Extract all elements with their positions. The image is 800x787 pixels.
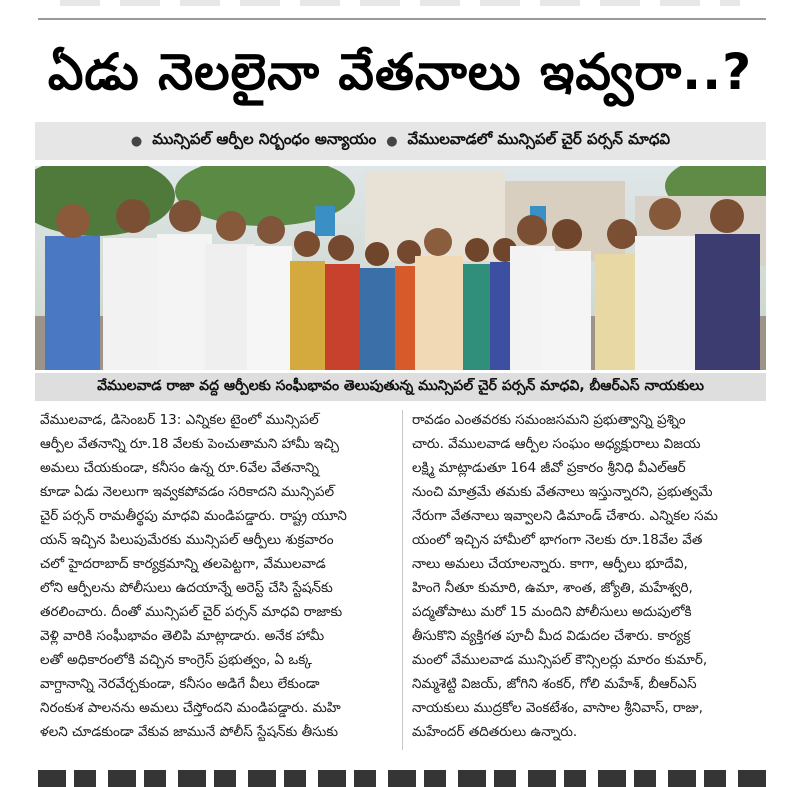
- bullet-icon: ●: [130, 133, 143, 149]
- previous-article-fragment: [60, 0, 740, 6]
- body-line: తరలించారు. దీంతో మున్సిపల్ చైర్ పర్సన్ మాధవి రాజాకు: [40, 604, 343, 620]
- subhead-2: వేములవాడలో మున్సిపల్ చైర్ పర్సన్ మాధవి: [407, 130, 671, 148]
- body-line: వాగ్దానాన్ని నెరవేర్చకుండా, కనీసం అడిగే వీలు లేకుండా: [40, 676, 320, 692]
- body-line: ఆర్పీల వేతనాన్ని రూ.18 వేలకు పెంచుతామని హామీ ఇచ్చి: [40, 436, 339, 452]
- body-line: చైర్ పర్సన్ రామతీర్థపు మాధవి మండిపడ్డారు. రాష్ట్ర యూని: [40, 508, 347, 524]
- body-line: మంలో వేములవాడ మున్సిపల్ కౌన్సిలర్లు మారం కుమార్,: [412, 652, 708, 668]
- bullet-icon: ●: [386, 133, 398, 149]
- body-line: లక్ష్మి మాట్లాడుతూ 164 జీవో ప్రకారం శ్రీనిధి వీఎల్ఆర్: [412, 460, 686, 476]
- body-line: నుంచి మాత్రమే తమకు వేతనాలు ఇస్తున్నారని, ప్రభుత్వమే: [412, 484, 713, 500]
- article-body-left-column: [40, 408, 396, 744]
- body-line: లోని ఆర్పీలను పోలీసులు ఉదయాన్నే అరెస్ట్ చేసి స్టేషన్‌కు: [40, 580, 333, 596]
- subhead-bar: [35, 122, 766, 160]
- body-line: యన్ ఇచ్చిన పిలుపుమేరకు మున్సిపల్ ఆర్పీలు శుక్రవారం: [40, 532, 334, 548]
- body-line: వేములవాడ, డిసెంబర్ 13: ఎన్నికల టైంలో మున్సిపల్: [40, 412, 319, 428]
- body-line: చలో హైదరాబాద్ కార్యక్రమాన్ని తలపెట్టగా, వేములవాడ: [40, 556, 326, 572]
- body-line: హింగె నీతూ కుమారి, ఉమా, శాంత, జ్యోతి, మహేశ్వరి,: [412, 580, 693, 596]
- news-photo: [35, 166, 766, 370]
- body-line: మహేందర్ తదితరులు ఉన్నారు.: [412, 724, 578, 740]
- body-line: అమలు చేయకుండా, కనీసం ఉన్న రూ.6వేల వేతనాన్ని: [40, 460, 319, 476]
- subhead-1: మున్సిపల్ ఆర్పీల నిర్బంధం అన్యాయం: [152, 130, 377, 148]
- top-divider: [38, 18, 766, 20]
- body-line: నిమ్మశెట్టి విజయ్, జోగిని శంకర్, గోలి మహేశ్, బీఆర్ఎస్: [412, 676, 697, 692]
- body-line: రావడం ఎంతవరకు సమంజసమని ప్రభుత్వాన్ని ప్రశ్నిం: [412, 412, 686, 428]
- column-divider: [402, 410, 403, 750]
- article-body-right-column: [412, 408, 768, 744]
- article-headline: ఏడు నెలలైనా వేతనాలు ఇవ్వరా..?: [47, 43, 753, 101]
- body-line: నాలు అమలు చేయాలన్నారు. కాగా, ఆర్పీలు భూదేవి,: [412, 556, 688, 572]
- body-line: ళలని చూడకుండా వేకువ జామునే పోలీస్ స్టేషన్‌కు తీసుకు: [40, 724, 338, 740]
- body-line: వెళ్లి వారికి సంఘీభావం తెలిపి మాట్లాడారు. అనేక హామీ: [40, 628, 325, 644]
- body-line: నాయకులు ముద్రకోల వెంకటేశం, వాసాల శ్రీనివాస్, రాజు,: [412, 700, 703, 716]
- body-line: యంలో ఇచ్చిన హామీలో భాగంగా నెలకు రూ.18వేల వేత: [412, 532, 703, 548]
- photo-caption: వేములవాడ రాజా వద్ద ఆర్పీలకు సంఘీభావం తెలుపుతున్న మున్సిపల్ చైర్ పర్సన్ మాధవి, బీఆర్ఎస్ నాయకులు: [35, 373, 766, 401]
- body-line: తీసుకొని వ్యక్తిగత పూచీ మీద విడుదల చేశారు. కార్యక్ర: [412, 628, 691, 644]
- next-article-headline-fragment: [38, 770, 768, 787]
- body-line: లతో అధికారంలోకి వచ్చిన కాంగ్రెస్ ప్రభుత్వం, ఏ ఒక్క: [40, 652, 312, 668]
- body-line: నేరుగా వేతనాలు ఇవ్వాలని డిమాండ్ చేశారు. ఎన్నికల సమ: [412, 508, 718, 524]
- body-line: కూడా ఏడు నెలలుగా ఇవ్వకపోవడం సరికాదని మున్సిపల్: [40, 484, 335, 500]
- body-line: నిరంకుశ పాలనను అమలు చేస్తోందని మండిపడ్డారు. మహి: [40, 700, 341, 716]
- body-line: పద్మతోపాటు మరో 15 మందిని పోలీసులు అదుపులోకి: [412, 604, 692, 620]
- body-line: చారు. వేములవాడ ఆర్పీల సంఘం అధ్యక్షురాలు విజయ: [412, 436, 701, 452]
